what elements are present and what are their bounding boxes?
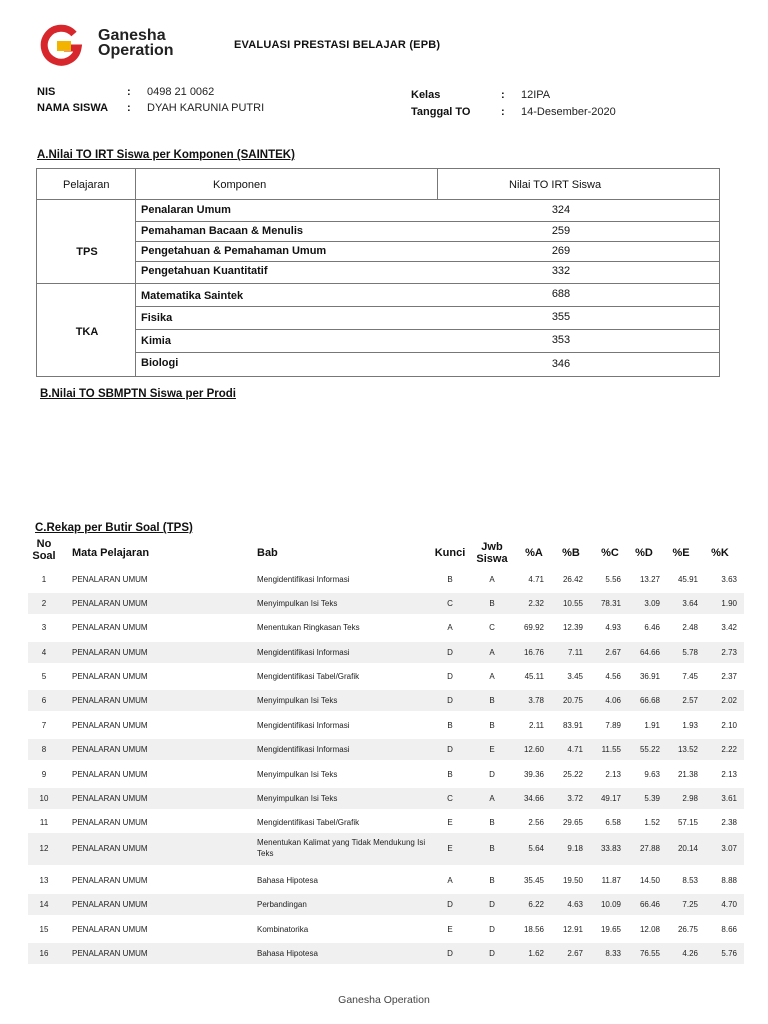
cell-pd: 36.91 xyxy=(639,672,660,681)
cell-kunci: B xyxy=(447,770,453,779)
cell-pc: 11.87 xyxy=(601,876,621,885)
cell-kunci: D xyxy=(447,672,453,681)
cell-pb: 2.67 xyxy=(567,949,583,958)
cell-pa: 2.32 xyxy=(528,599,544,608)
cell-no: 6 xyxy=(41,696,47,705)
cell-jwb: B xyxy=(489,721,495,730)
cell-mapel: PENALARAN UMUM xyxy=(72,900,148,909)
header-no-line2: Soal xyxy=(32,550,56,562)
cell-no: 7 xyxy=(41,721,47,730)
cell-pd: 66.68 xyxy=(639,696,660,705)
cell-pe: 21.38 xyxy=(677,770,698,779)
komponen-name: Pengetahuan Kuantitatif xyxy=(141,265,268,277)
cell-kunci: C xyxy=(447,599,453,608)
cell-pa: 2.11 xyxy=(529,721,544,730)
cell-bab: Perbandingan xyxy=(257,900,307,909)
cell-pd: 3.09 xyxy=(644,599,660,608)
cell-pe: 7.25 xyxy=(682,900,698,909)
cell-pk: 8.66 xyxy=(721,925,737,934)
cell-mapel: PENALARAN UMUM xyxy=(72,575,148,584)
footer-text: Ganesha Operation xyxy=(338,994,430,1006)
cell-mapel: PENALARAN UMUM xyxy=(72,672,148,681)
cell-pk: 2.38 xyxy=(721,818,737,827)
group-tps: TPS xyxy=(76,246,98,258)
cell-pk: 3.63 xyxy=(721,575,737,584)
cell-jwb: A xyxy=(489,648,495,657)
cell-pc: 4.06 xyxy=(605,696,621,705)
cell-no: 9 xyxy=(41,770,47,779)
table-row xyxy=(28,788,744,809)
table-row xyxy=(28,894,744,915)
cell-pe: 5.78 xyxy=(682,648,698,657)
cell-kunci: C xyxy=(447,794,453,803)
table-row xyxy=(28,642,744,663)
cell-pk: 2.22 xyxy=(721,745,737,754)
cell-mapel: PENALARAN UMUM xyxy=(72,648,148,657)
cell-no: 10 xyxy=(39,794,49,803)
cell-pb: 4.63 xyxy=(567,900,583,909)
cell-pb: 10.55 xyxy=(562,599,583,608)
cell-pb: 29.65 xyxy=(562,818,583,827)
cell-pe: 13.52 xyxy=(677,745,698,754)
table-row xyxy=(28,690,744,711)
cell-pe: 20.14 xyxy=(677,844,698,853)
cell-bab: Mengidentifikasi Informasi xyxy=(257,721,350,730)
table-row xyxy=(28,943,744,964)
cell-jwb: D xyxy=(489,925,495,934)
cell-mapel: PENALARAN UMUM xyxy=(72,770,148,779)
cell-mapel: PENALARAN UMUM xyxy=(72,745,148,754)
cell-jwb: B xyxy=(489,696,495,705)
nilai-value: 332 xyxy=(551,265,571,277)
section-b-title: B.Nilai TO SBMPTN Siswa per Prodi xyxy=(40,388,236,400)
header-no-line1: No xyxy=(36,538,52,550)
cell-jwb: A xyxy=(489,575,495,584)
cell-no: 2 xyxy=(41,599,47,608)
header-pb: %B xyxy=(562,547,580,559)
section-c-title: C.Rekap per Butir Soal (TPS) xyxy=(35,522,193,534)
cell-no: 15 xyxy=(39,925,49,934)
cell-bab: Menyimpulkan Isi Teks xyxy=(257,599,338,608)
cell-pk: 3.42 xyxy=(721,623,737,632)
header-pe: %E xyxy=(672,547,690,559)
cell-pb: 26.42 xyxy=(562,575,583,584)
cell-bab: Bahasa Hipotesa xyxy=(257,949,318,958)
cell-kunci: D xyxy=(447,696,453,705)
cell-pb: 19.50 xyxy=(562,876,583,885)
cell-pe: 2.57 xyxy=(682,696,698,705)
cell-pa: 34.66 xyxy=(523,794,544,803)
table-row xyxy=(28,715,744,736)
nilai-value: 346 xyxy=(551,358,571,370)
cell-pb: 3.72 xyxy=(567,794,583,803)
komponen-name: Pengetahuan & Pemahaman Umum xyxy=(141,245,327,257)
cell-jwb: D xyxy=(489,770,495,779)
cell-pc: 11.55 xyxy=(601,745,621,754)
cell-pd: 13.27 xyxy=(639,575,660,584)
cell-pc: 4.93 xyxy=(605,623,621,632)
cell-bab: Menentukan Kalimat yang Tidak Mendukung Isi Teks xyxy=(257,838,426,858)
cell-pb: 12.39 xyxy=(562,623,583,632)
header-nilai: Nilai TO IRT Siswa xyxy=(509,179,602,191)
cell-pd: 14.50 xyxy=(639,876,660,885)
header-komponen: Komponen xyxy=(213,179,267,191)
cell-no: 5 xyxy=(41,672,47,681)
cell-kunci: D xyxy=(447,648,453,657)
nilai-value: 324 xyxy=(551,204,571,216)
cell-mapel: PENALARAN UMUM xyxy=(72,696,148,705)
cell-mapel: PENALARAN UMUM xyxy=(72,721,148,730)
cell-kunci: B xyxy=(447,575,453,584)
cell-mapel: PENALARAN UMUM xyxy=(72,818,148,827)
cell-pd: 6.46 xyxy=(644,623,660,632)
cell-bab: Mengidentifikasi Informasi xyxy=(257,575,350,584)
komponen-name: Biologi xyxy=(141,357,179,369)
table-row xyxy=(28,919,744,940)
brand-name-line2: Operation xyxy=(98,42,174,59)
cell-kunci: D xyxy=(447,900,453,909)
nilai-value: 688 xyxy=(551,288,571,300)
cell-pc: 6.58 xyxy=(605,818,621,827)
cell-kunci: A xyxy=(447,876,453,885)
header-jwb-siswa xyxy=(472,541,512,565)
cell-pk: 2.13 xyxy=(721,770,737,779)
cell-pd: 12.08 xyxy=(639,925,660,934)
cell-pb: 4.71 xyxy=(567,745,583,754)
cell-pe: 45.91 xyxy=(677,575,698,584)
cell-pd: 1.91 xyxy=(644,721,660,730)
cell-bab: Mengidentifikasi Informasi xyxy=(257,745,350,754)
cell-pa: 2.56 xyxy=(528,818,544,827)
tanggal-colon: : xyxy=(501,106,505,118)
table-row xyxy=(28,764,744,785)
cell-no: 3 xyxy=(41,623,47,632)
cell-pk: 2.37 xyxy=(721,672,737,681)
komponen-name: Kimia xyxy=(141,335,171,347)
table-row xyxy=(28,870,744,891)
cell-pd: 64.66 xyxy=(639,648,660,657)
table-row xyxy=(28,739,744,760)
komponen-name: Pemahaman Bacaan & Menulis xyxy=(141,225,304,237)
cell-pa: 12.60 xyxy=(523,745,544,754)
cell-no: 8 xyxy=(41,745,47,754)
cell-pb: 3.45 xyxy=(567,672,583,681)
table-row xyxy=(28,812,744,833)
cell-no: 14 xyxy=(39,900,49,909)
komponen-name: Matematika Saintek xyxy=(141,290,244,302)
cell-kunci: D xyxy=(447,949,453,958)
nilai-value: 259 xyxy=(551,225,571,237)
cell-kunci: E xyxy=(447,818,453,827)
header-jwb-line2: Siswa xyxy=(476,553,508,565)
cell-pd: 5.39 xyxy=(644,794,660,803)
cell-bab: Mengidentifikasi Tabel/Grafik xyxy=(257,672,360,681)
cell-bab: Menyimpulkan Isi Teks xyxy=(257,794,338,803)
kelas-colon: : xyxy=(501,89,505,101)
cell-pe: 2.48 xyxy=(682,623,698,632)
cell-mapel: PENALARAN UMUM xyxy=(72,925,148,934)
cell-pc: 8.33 xyxy=(605,949,621,958)
cell-no: 12 xyxy=(39,844,49,853)
cell-pe: 2.98 xyxy=(682,794,698,803)
cell-pa: 5.64 xyxy=(528,844,544,853)
cell-no: 13 xyxy=(39,876,49,885)
cell-mapel: PENALARAN UMUM xyxy=(72,844,148,853)
komponen-name: Penalaran Umum xyxy=(141,204,231,216)
cell-pa: 16.76 xyxy=(523,648,544,657)
ganesha-logo-icon xyxy=(40,24,82,66)
cell-pe: 1.93 xyxy=(682,721,698,730)
cell-mapel: PENALARAN UMUM xyxy=(72,949,148,958)
section-a-title: A.Nilai TO IRT Siswa per Komponen (SAINTEK) xyxy=(37,149,295,161)
cell-pc: 33.83 xyxy=(600,844,621,853)
table-row xyxy=(28,617,744,638)
cell-bab: Kombinatorika xyxy=(257,925,309,934)
table-row xyxy=(28,833,744,865)
cell-pk: 4.70 xyxy=(721,900,737,909)
cell-pa: 45.11 xyxy=(524,672,544,681)
cell-pb: 83.91 xyxy=(562,721,583,730)
cell-jwb: C xyxy=(489,623,495,632)
header-pc: %C xyxy=(601,547,619,559)
cell-pd: 55.22 xyxy=(639,745,660,754)
cell-pe: 7.45 xyxy=(682,672,698,681)
cell-jwb: A xyxy=(489,672,495,681)
cell-mapel: PENALARAN UMUM xyxy=(72,599,148,608)
cell-pa: 6.22 xyxy=(528,900,544,909)
cell-pb: 12.91 xyxy=(562,925,583,934)
cell-jwb: A xyxy=(489,794,495,803)
cell-pd: 27.88 xyxy=(639,844,660,853)
cell-pd: 66.46 xyxy=(639,900,660,909)
name-label: NAMA SISWA xyxy=(37,102,109,114)
cell-pc: 7.89 xyxy=(605,721,621,730)
header-pelajaran: Pelajaran xyxy=(63,179,110,191)
table-row xyxy=(28,666,744,687)
cell-pk: 2.10 xyxy=(721,721,737,730)
header-jwb-line1: Jwb xyxy=(481,541,503,553)
cell-pe: 8.53 xyxy=(682,876,698,885)
cell-pc: 4.56 xyxy=(605,672,621,681)
cell-pk: 1.90 xyxy=(721,599,737,608)
header-pa: %A xyxy=(525,547,543,559)
nis-colon: : xyxy=(127,86,131,98)
cell-pc: 19.65 xyxy=(600,925,621,934)
nis-label: NIS xyxy=(37,86,56,98)
cell-bab: Mengidentifikasi Informasi xyxy=(257,648,350,657)
cell-pe: 57.15 xyxy=(677,818,698,827)
cell-kunci: D xyxy=(447,745,453,754)
cell-pb: 7.11 xyxy=(568,648,583,657)
cell-pb: 20.75 xyxy=(562,696,583,705)
cell-pa: 35.45 xyxy=(523,876,544,885)
header-bab: Bab xyxy=(257,547,278,559)
cell-no: 11 xyxy=(39,818,49,827)
cell-bab: Bahasa Hipotesa xyxy=(257,876,318,885)
cell-kunci: A xyxy=(447,623,453,632)
cell-no: 4 xyxy=(41,648,47,657)
nis-value: 0498 21 0062 xyxy=(147,86,215,98)
name-value: DYAH KARUNIA PUTRI xyxy=(147,102,265,114)
cell-pe: 26.75 xyxy=(677,925,698,934)
brand-name-line1: Ganesha xyxy=(98,27,166,44)
cell-kunci: E xyxy=(447,925,453,934)
cell-kunci: E xyxy=(447,844,453,853)
cell-no: 16 xyxy=(39,949,49,958)
cell-mapel: PENALARAN UMUM xyxy=(72,876,148,885)
header-pd: %D xyxy=(635,547,653,559)
cell-bab: Mengidentifikasi Tabel/Grafik xyxy=(257,818,360,827)
cell-pa: 1.62 xyxy=(528,949,544,958)
header-pk: %K xyxy=(711,547,729,559)
cell-bab: Menyimpulkan Isi Teks xyxy=(257,770,338,779)
cell-pd: 76.55 xyxy=(639,949,660,958)
nilai-value: 269 xyxy=(551,245,571,257)
name-colon: : xyxy=(127,102,131,114)
cell-pa: 4.71 xyxy=(528,575,544,584)
cell-pd: 1.52 xyxy=(644,818,660,827)
header-kunci: Kunci xyxy=(434,547,466,559)
group-tka: TKA xyxy=(75,326,99,338)
cell-pa: 39.36 xyxy=(523,770,544,779)
cell-pk: 3.07 xyxy=(721,844,737,853)
cell-bab: Menyimpulkan Isi Teks xyxy=(257,696,338,705)
cell-pe: 3.64 xyxy=(682,599,698,608)
nilai-value: 355 xyxy=(551,311,571,323)
nilai-value: 353 xyxy=(551,334,571,346)
cell-pe: 4.26 xyxy=(682,949,698,958)
cell-pc: 2.13 xyxy=(605,770,621,779)
cell-pc: 49.17 xyxy=(600,794,621,803)
cell-jwb: B xyxy=(489,599,495,608)
komponen-name: Fisika xyxy=(141,312,173,324)
cell-pa: 18.56 xyxy=(523,925,544,934)
cell-jwb: B xyxy=(489,876,495,885)
header-mata-pelajaran: Mata Pelajaran xyxy=(72,547,150,559)
cell-pd: 9.63 xyxy=(644,770,660,779)
cell-pk: 8.88 xyxy=(721,876,737,885)
tanggal-value: 14-Desember-2020 xyxy=(521,106,616,118)
cell-bab: Menentukan Ringkasan Teks xyxy=(257,623,360,632)
cell-pc: 5.56 xyxy=(605,575,621,584)
table-row xyxy=(28,569,744,590)
cell-jwb: D xyxy=(489,900,495,909)
cell-jwb: B xyxy=(489,844,495,853)
cell-pa: 3.78 xyxy=(528,696,544,705)
tanggal-label: Tanggal TO xyxy=(411,106,471,118)
cell-mapel: PENALARAN UMUM xyxy=(72,794,148,803)
kelas-value: 12IPA xyxy=(521,89,551,101)
cell-pb: 9.18 xyxy=(567,844,583,853)
cell-pk: 2.73 xyxy=(721,648,737,657)
cell-kunci: B xyxy=(447,721,453,730)
cell-pc: 10.09 xyxy=(600,900,621,909)
kelas-label: Kelas xyxy=(411,89,441,101)
header-no-soal xyxy=(30,538,58,562)
document-title: EVALUASI PRESTASI BELAJAR (EPB) xyxy=(234,39,441,51)
cell-pc: 78.31 xyxy=(600,599,621,608)
cell-jwb: B xyxy=(489,818,495,827)
cell-pk: 2.02 xyxy=(721,696,737,705)
cell-pc: 2.67 xyxy=(605,648,621,657)
cell-pb: 25.22 xyxy=(562,770,583,779)
cell-jwb: E xyxy=(489,745,495,754)
cell-pk: 3.61 xyxy=(721,794,737,803)
cell-pa: 69.92 xyxy=(523,623,544,632)
cell-jwb: D xyxy=(489,949,495,958)
irt-score-table xyxy=(36,168,720,377)
table-row xyxy=(28,593,744,614)
cell-mapel: PENALARAN UMUM xyxy=(72,623,148,632)
cell-pk: 5.76 xyxy=(721,949,737,958)
cell-no: 1 xyxy=(41,575,47,584)
